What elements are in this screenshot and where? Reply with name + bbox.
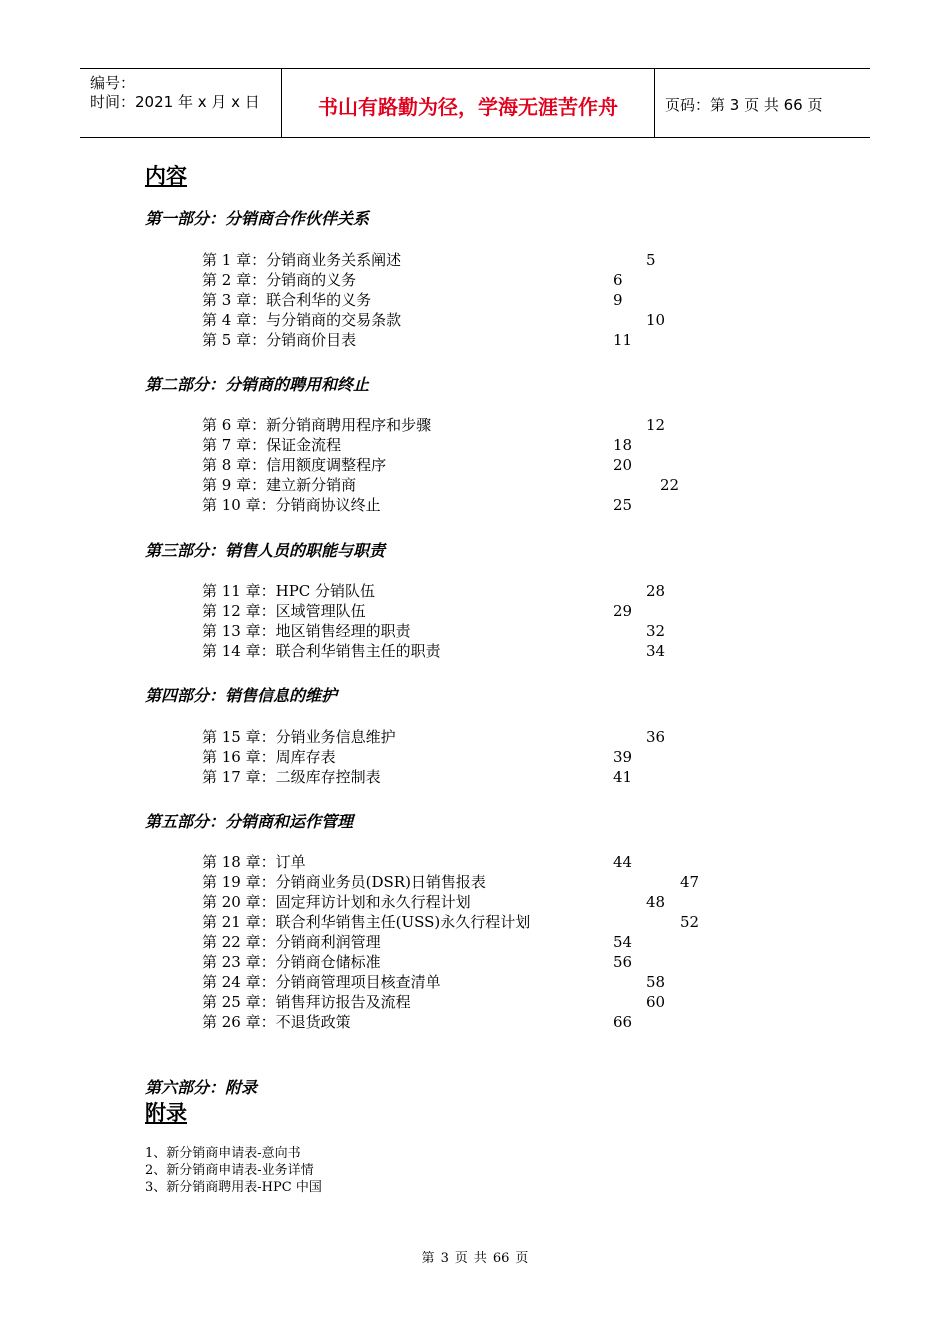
appendix-item[interactable]: 3、新分销商聘用表-HPC 中国 xyxy=(145,1180,322,1195)
toc-page-number: 12 xyxy=(646,416,666,434)
toc-page-number: 20 xyxy=(613,456,633,474)
toc-page-number: 18 xyxy=(613,436,633,454)
part-title: 第四部分：销售信息的维护 xyxy=(145,686,338,705)
appendix-title: 附录 xyxy=(145,1101,187,1125)
toc-entry[interactable]: 第 19 章：分销商业务员(DSR)日销售报表 xyxy=(202,873,486,891)
toc-page-number: 29 xyxy=(613,602,633,620)
toc-page-number: 6 xyxy=(613,271,623,289)
toc-title: 内容 xyxy=(145,164,187,188)
toc-entry[interactable]: 第 12 章：区域管理队伍 xyxy=(202,602,366,620)
doc-number-label: 编号： xyxy=(90,74,136,92)
header-info-cell xyxy=(80,69,282,137)
footer-page-number: 3 xyxy=(440,1251,449,1266)
motto-text: 书山有路勤为径，学海无涯苦作舟 xyxy=(318,95,618,119)
toc-entry[interactable]: 第 26 章：不退货政策 xyxy=(202,1013,351,1031)
toc-page-number: 11 xyxy=(613,331,633,349)
toc-entry[interactable]: 第 8 章：信用额度调整程序 xyxy=(202,456,387,474)
toc-page-number: 25 xyxy=(613,496,633,514)
toc-entry[interactable]: 第 2 章：分销商的义务 xyxy=(202,271,357,289)
toc-page-number: 9 xyxy=(613,291,623,309)
toc-page-number: 22 xyxy=(660,476,680,494)
toc-page-number: 39 xyxy=(613,748,633,766)
toc-page-number: 41 xyxy=(613,768,633,786)
toc-entry[interactable]: 第 6 章：新分销商聘用程序和步骤 xyxy=(202,416,432,434)
toc-page-number: 47 xyxy=(680,873,700,891)
appendix-item[interactable]: 1、新分销商申请表-意向书 xyxy=(145,1146,301,1161)
part-title: 第一部分：分销商合作伙伴关系 xyxy=(145,209,370,228)
toc-entry[interactable]: 第 1 章：分销商业务关系阐述 xyxy=(202,251,402,269)
page-footer xyxy=(0,1247,950,1266)
toc-entry[interactable]: 第 11 章：HPC 分销队伍 xyxy=(202,582,376,600)
toc-page-number: 44 xyxy=(613,853,633,871)
toc-entry[interactable]: 第 20 章：固定拜访计划和永久行程计划 xyxy=(202,893,471,911)
header-page-info: 页码：第 3 页 共 66 页 xyxy=(665,96,823,114)
toc-entry[interactable]: 第 7 章：保证金流程 xyxy=(202,436,342,454)
toc-entry[interactable]: 第 10 章：分销商协议终止 xyxy=(202,496,381,514)
toc-page-number: 34 xyxy=(646,642,666,660)
toc-page-number: 58 xyxy=(646,973,666,991)
toc-page-number: 36 xyxy=(646,728,666,746)
footer-page-label: 页 xyxy=(454,1251,468,1266)
footer-total-label: 共 xyxy=(473,1251,487,1266)
toc-entry[interactable]: 第 3 章：联合利华的义务 xyxy=(202,291,372,309)
toc-entry[interactable]: 第 15 章：分销业务信息维护 xyxy=(202,728,396,746)
toc-page-number: 56 xyxy=(613,953,633,971)
toc-page-number: 60 xyxy=(646,993,666,1011)
toc-entry[interactable]: 第 21 章：联合利华销售主任(USS)永久行程计划 xyxy=(202,913,531,931)
page-header xyxy=(80,68,870,138)
toc-page-number: 32 xyxy=(646,622,666,640)
toc-entry[interactable]: 第 22 章：分销商利润管理 xyxy=(202,933,381,951)
toc-entry[interactable]: 第 23 章：分销商仓储标准 xyxy=(202,953,381,971)
doc-time-label: 时间：2021 年 x 月 x 日 xyxy=(90,93,260,111)
toc-entry[interactable]: 第 9 章：建立新分销商 xyxy=(202,476,357,494)
part-title: 第六部分：附录 xyxy=(145,1078,258,1097)
toc-entry[interactable]: 第 4 章：与分销商的交易条款 xyxy=(202,311,402,329)
part-title: 第二部分：分销商的聘用和终止 xyxy=(145,375,370,394)
toc-entry[interactable]: 第 13 章：地区销售经理的职责 xyxy=(202,622,411,640)
toc-page-number: 54 xyxy=(613,933,633,951)
toc-entry[interactable]: 第 5 章：分销商价目表 xyxy=(202,331,357,349)
toc-page-number: 66 xyxy=(613,1013,633,1031)
appendix-item[interactable]: 2、新分销商申请表-业务详情 xyxy=(145,1163,314,1178)
toc-page-number: 5 xyxy=(646,251,656,269)
toc-page-number: 52 xyxy=(680,913,700,931)
footer-suffix: 页 xyxy=(515,1251,529,1266)
toc-entry[interactable]: 第 16 章：周库存表 xyxy=(202,748,336,766)
toc-page-number: 28 xyxy=(646,582,666,600)
toc-entry[interactable]: 第 14 章：联合利华销售主任的职责 xyxy=(202,642,441,660)
toc-entry[interactable]: 第 24 章：分销商管理项目核查清单 xyxy=(202,973,441,991)
part-title: 第五部分：分销商和运作管理 xyxy=(145,812,354,831)
part-title: 第三部分：销售人员的职能与职责 xyxy=(145,541,386,560)
toc-page-number: 10 xyxy=(646,311,666,329)
header-page-cell xyxy=(655,69,870,137)
toc-entry[interactable]: 第 18 章：订单 xyxy=(202,853,306,871)
toc-entry[interactable]: 第 17 章：二级库存控制表 xyxy=(202,768,381,786)
header-motto-cell xyxy=(282,69,655,137)
footer-total-pages: 66 xyxy=(492,1251,510,1266)
footer-prefix: 第 xyxy=(421,1251,435,1266)
toc-entry[interactable]: 第 25 章：销售拜访报告及流程 xyxy=(202,993,411,1011)
toc-page-number: 48 xyxy=(646,893,666,911)
